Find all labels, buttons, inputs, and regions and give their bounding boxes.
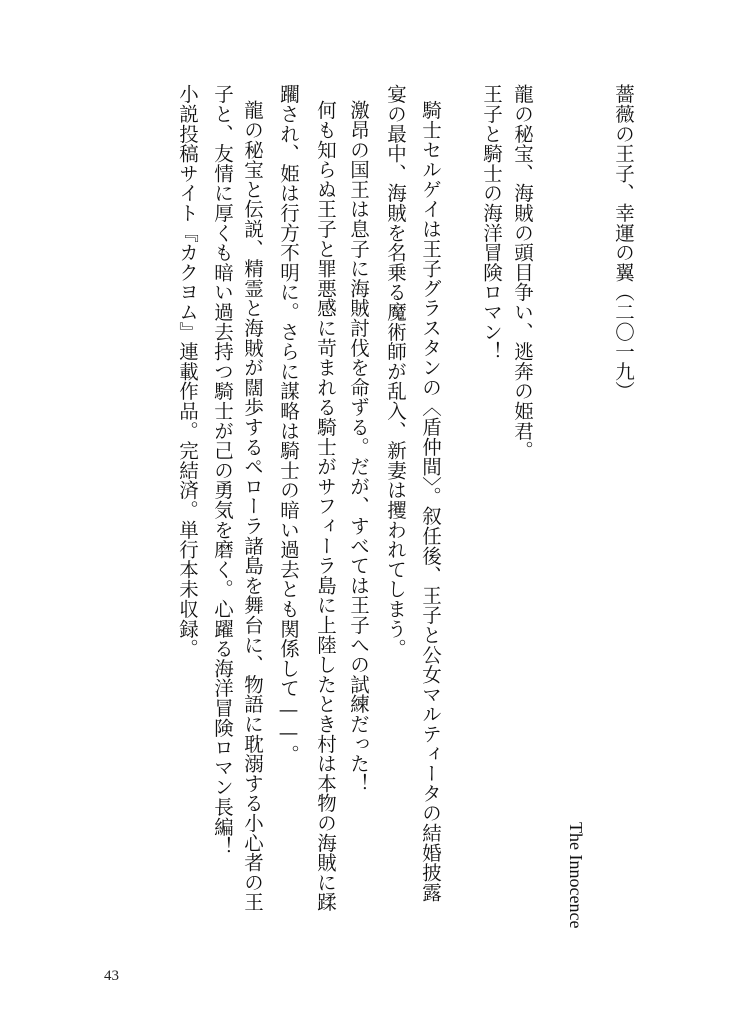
body-line: 激昂の国王は息子に海賊討伐を命ずる。だが、すべては王子への試練だった！ [347,100,370,793]
summary-line: 龍の秘宝、海賊の頭目争い、逃奔の姫君。 [511,84,534,461]
body-line: 騎士セルゲイは王子グラスタンの〈盾仲間〉。叙任後、王子と公女マルティータの結婚披露 [419,100,442,903]
series-title: The Innocence [566,822,586,929]
body-line: 躙され、姫は行方不明に。さらに謀略は騎士の暗い過去とも関係して——。 [277,84,300,765]
body-line: 何も知らぬ王子と罪悪感に苛まれる騎士がサフィーラ島に上陸したとき村は本物の海賊に蹂 [314,100,337,912]
page-number: 43 [104,968,119,984]
body-line: 子と、友情に厚くも暗い過去持つ騎士が己の勇気を磨く。心躍る海洋冒険ロマン長編！ [211,84,234,857]
entry-title: 薔薇の王子、幸運の翼（二〇一九） [612,84,635,401]
summary-line: 王子と騎士の海洋冒険ロマン！ [480,84,503,362]
publication-note: 小説投稿サイト『カクヨム』連載作品。完結済。単行本未収録。 [176,84,199,659]
body-line: 宴の最中、海賊を名乗る魔術師が乱入、新妻は攫われてしまう。 [384,84,407,659]
body-line: 龍の秘宝と伝説、精霊と海賊が闊歩するペローラ諸島を舞台に、物語に耽溺する小心者の王 [241,100,264,912]
